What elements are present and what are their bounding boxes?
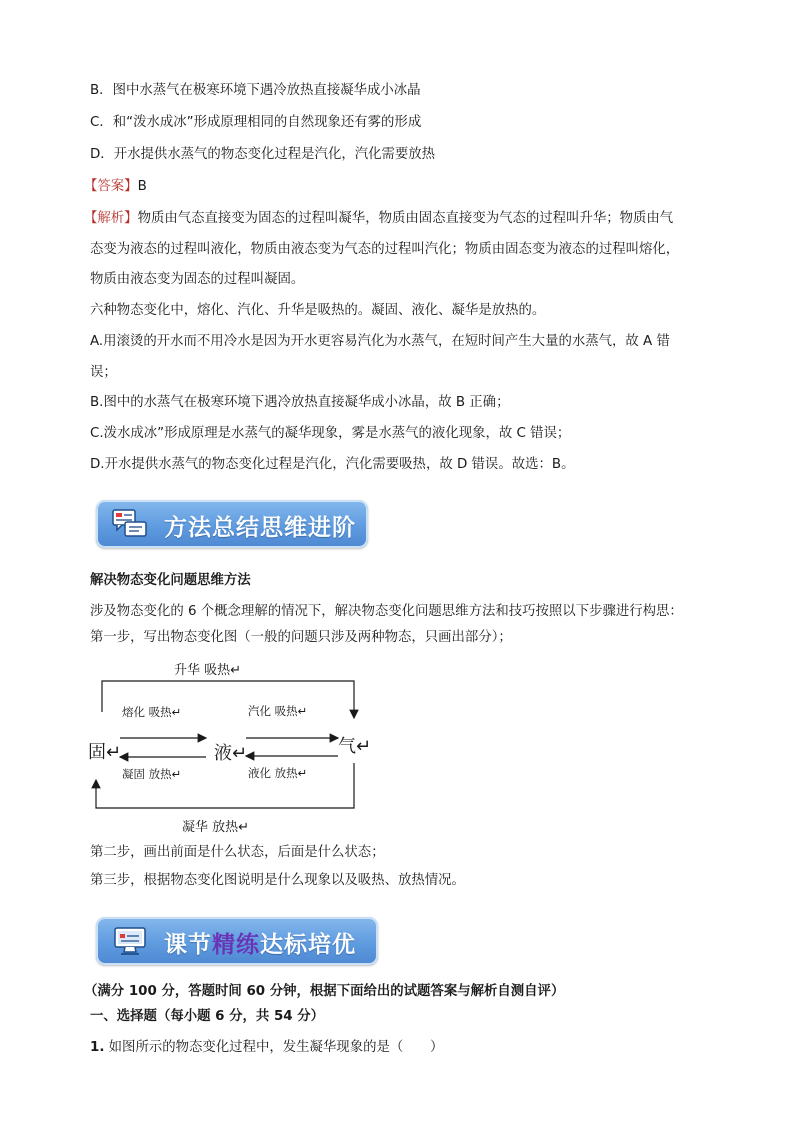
answer-tag: 【答案】 xyxy=(84,179,138,194)
question-1-text: 如图所示的物态变化过程中，发生凝华现象的是（ ） xyxy=(108,1040,444,1055)
method-banner xyxy=(96,500,368,548)
chat-bubbles-icon xyxy=(112,508,148,540)
computer-icon xyxy=(112,925,148,957)
exam-note: （满分 100 分，答题时间 60 分钟，根据下面给出的试题答案与解析自测自评） xyxy=(84,984,565,999)
gas-node: 气↵ xyxy=(338,736,372,757)
analysis-b: B.图中的水蒸气在极寒环境下遇冷放热直接凝华成小冰晶，故 B 正确； xyxy=(90,395,510,410)
practice-banner-title xyxy=(164,926,356,959)
practice-banner xyxy=(96,917,378,965)
analysis-line-4: 六种物态变化中，熔化、汽化、升华是吸热的。凝固、液化、凝华是放热的。 xyxy=(90,303,546,318)
deposition-label: 凝华 放热↵ xyxy=(182,820,250,835)
method-step-3: 第三步，根据物态变化图说明是什么现象以及吸热、放热情况。 xyxy=(90,873,465,888)
analysis-line-3: 物质由液态变为固态的过程叫凝固。 xyxy=(90,272,305,287)
answer-line xyxy=(84,177,147,197)
method-step-1: 第一步，写出物态变化图（一般的问题只涉及两种物态，只画出部分）； xyxy=(90,630,512,645)
section-heading: 一、选择题（每小题 6 分，共 54 分） xyxy=(90,1009,325,1024)
question-1 xyxy=(90,1038,443,1058)
analysis-line-1 xyxy=(84,209,673,229)
sublimation-label: 升华 吸热↵ xyxy=(174,663,242,678)
analysis-a-line-2: 误； xyxy=(90,365,117,380)
answer-value: B xyxy=(137,179,147,194)
method-step-2: 第二步，画出前面是什么状态，后面是什么状态； xyxy=(90,845,385,860)
banner-title-highlight: 精练 xyxy=(212,932,260,958)
liquid-node: 液↵ xyxy=(214,743,248,764)
analysis-text-1: 物质由气态直接变为固态的过程叫凝华，物质由固态直接变为气态的过程叫升华；物质由气 xyxy=(137,211,674,226)
analysis-line-2: 态变为液态的过程叫液化，物质由液态变为气态的过程叫汽化；物质由固态变为液态的过程叫熔化， xyxy=(90,242,680,257)
analysis-c: C.泼水成冰”形成原理是水蒸气的凝华现象，雾是水蒸气的液化现象，故 C 错误； xyxy=(90,426,571,441)
option-d: D．开水提供水蒸气的物态变化过程是汽化，汽化需要放热 xyxy=(90,147,436,162)
method-heading: 解决物态变化问题思维方法 xyxy=(90,573,251,588)
method-banner-title: 方法总结思维进阶 xyxy=(164,515,356,541)
banner-title-post: 达标培优 xyxy=(260,932,356,958)
freeze-label: 凝固 放热↵ xyxy=(122,767,182,781)
analysis-a-line-1: A.用滚烫的开水而不用冷水是因为开水更容易汽化为水蒸气，在短时间产生大量的水蒸气，故 A 错 xyxy=(90,334,670,349)
solid-node: 固↵ xyxy=(88,742,122,763)
question-1-number: 1. xyxy=(90,1040,105,1055)
vaporize-label: 汽化 吸热↵ xyxy=(248,704,308,718)
liquefy-label: 液化 放热↵ xyxy=(248,766,308,780)
analysis-d: D.开水提供水蒸气的物态变化过程是汽化，汽化需要吸热，故 D 错误。故选：B。 xyxy=(90,457,575,472)
analysis-tag: 【解析】 xyxy=(84,211,138,226)
method-paragraph: 涉及物态变化的 6 个概念理解的情况下，解决物态变化问题思维方法和技巧按照以下步骤进行构思： xyxy=(90,604,683,619)
banner-title-pre: 课节 xyxy=(164,932,212,958)
option-c: C．和“泼水成冰”形成原理相同的自然现象还有雾的形成 xyxy=(90,115,422,130)
option-b: B．图中水蒸气在极寒环境下遇冷放热直接凝华成小冰晶 xyxy=(90,83,421,98)
phase-change-diagram xyxy=(86,660,376,840)
melt-label: 熔化 吸热↵ xyxy=(122,705,182,719)
